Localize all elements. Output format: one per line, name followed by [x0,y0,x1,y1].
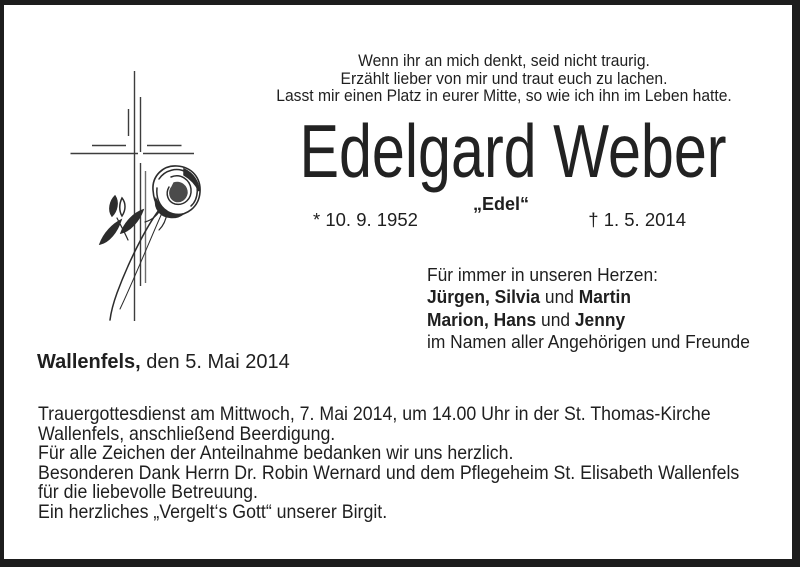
mourners-names-line [427,286,750,308]
mourners-block [427,264,750,353]
notice-date: den 5. Mai 2014 [146,351,290,373]
details-line: für die liebevolle Betreuung. [38,481,258,504]
details-line: Besonderen Dank Herrn Dr. Robin Wernard und dem Pflegeheim St. Elisabeth Wallenfels [38,461,740,484]
place-date-line [37,352,290,372]
place-name: Wallenfels, [37,351,141,373]
birth-date: * 10. 9. 1952 [313,209,418,230]
mourner-names: Martin [578,286,631,308]
mourners-names-line [427,309,750,331]
verse-line: Erzählt lieber von mir und traut euch zu lachen. [340,68,668,88]
mourners-intro: Für immer in unseren Herzen: [427,264,658,285]
names-connector: und [544,286,574,308]
rose-sketch [100,166,200,320]
funeral-details [38,405,739,523]
details-line: Wallenfels, anschließend Beerdigung. [38,422,336,445]
verse-line: Lasst mir einen Platz in eurer Mitte, so wie ich ihn im Leben hatte. [276,86,732,106]
verse-line: Wenn ihr an mich denkt, seid nicht traurig. [358,51,650,70]
cross-with-rose-icon [62,60,204,324]
death-date: † 1. 5. 2014 [588,209,686,230]
mourner-names: Jürgen, Silvia [427,286,541,308]
deceased-name: Edelgard Weber [299,109,727,193]
life-dates-row [313,211,686,230]
details-line: Für alle Zeichen der Anteilnahme bedanken wir uns herzlich. [38,442,514,465]
details-line: Trauergottesdienst am Mittwoch, 7. Mai 2014, um 14.00 Uhr in der St. Thomas-Kirche [38,403,711,425]
mourner-names: Jenny [574,308,626,330]
names-connector: und [541,308,571,330]
mourner-names: Marion, Hans [427,308,537,330]
memorial-verse [228,52,780,105]
details-line: Ein herzliches „Vergelt‘s Gott“ unserer Birgit. [38,500,388,523]
mourners-outro: im Namen aller Angehörigen und Freunde [427,330,750,352]
deceased-nickname: „Edel“ [472,194,529,214]
